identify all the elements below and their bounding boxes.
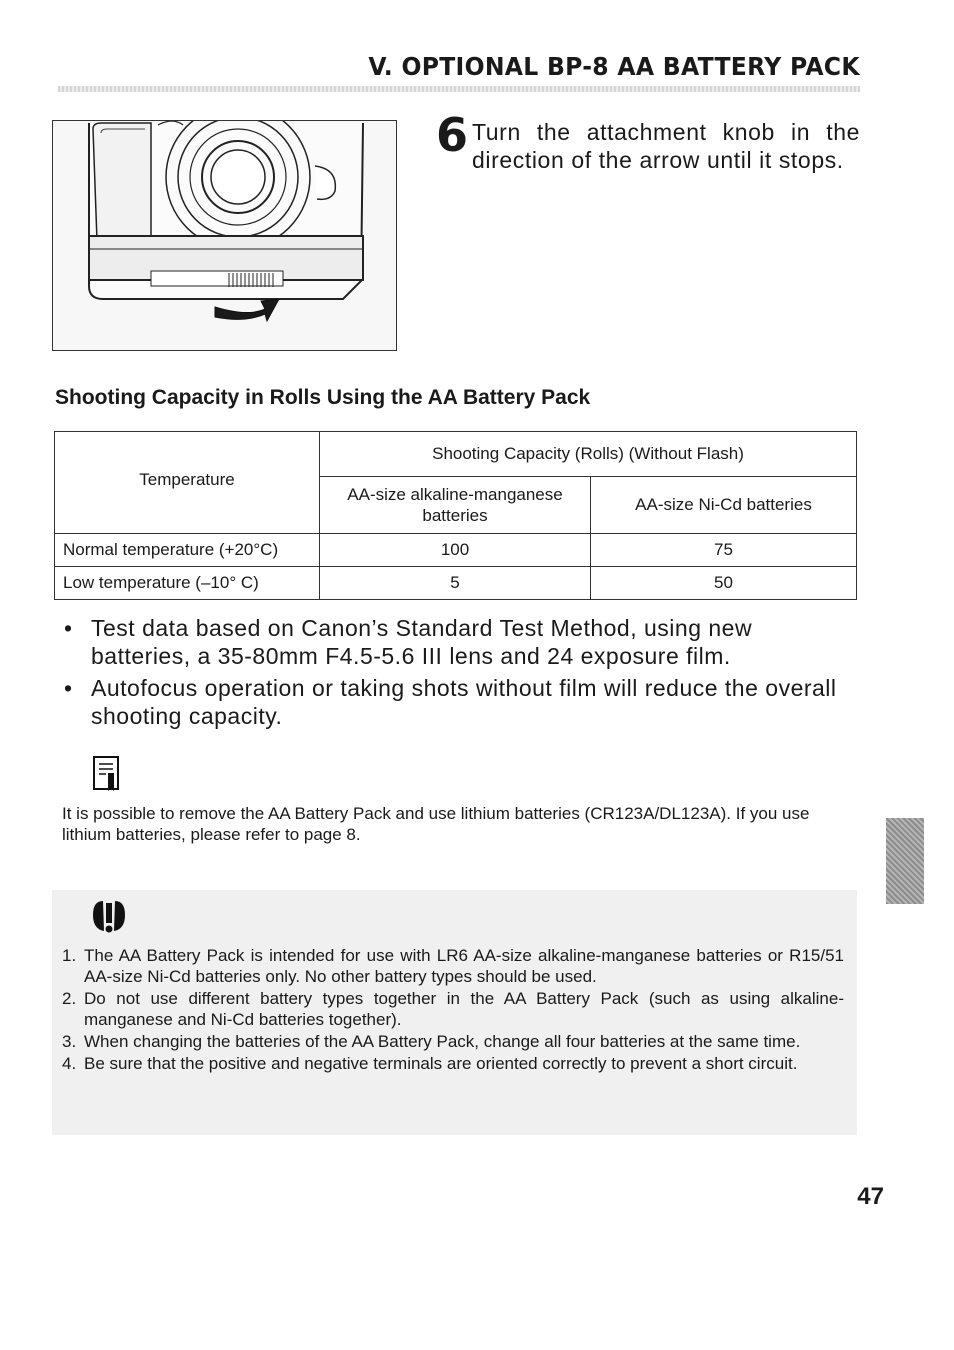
thumb-index-tab (886, 818, 924, 904)
item-text: Be sure that the positive and negative terminals are oriented correctly to prevent a short circuit. (84, 1054, 798, 1073)
table-cell: 100 (320, 534, 591, 567)
table-cell: 50 (591, 567, 857, 600)
list-item (62, 1053, 844, 1074)
memo-text: It is possible to remove the AA Battery Pack and use lithium batteries (CR123A/DL123A). If you use lithium batteries, please refer to page 8. (62, 804, 810, 844)
step-instruction: Turn the attachment knob in the direction of the arrow until it stops. (472, 119, 860, 173)
caution-list (62, 945, 844, 1075)
list-item (62, 1031, 844, 1052)
table-cell: 5 (320, 567, 591, 600)
header-rule (58, 86, 860, 92)
bullet-text: Test data based on Canon’s Standard Test Method, using new batteries, a 35-80mm F4.5-5.6 III lens and 24 exposure film. (91, 615, 753, 669)
item-number: 3. (62, 1032, 77, 1051)
shooting-capacity-table (54, 431, 857, 600)
item-number: 1. (62, 946, 77, 965)
table-row (55, 567, 857, 600)
page-header-title: V. OPTIONAL BP-8 AA BATTERY PACK (368, 52, 860, 81)
column-header-alkaline: AA-size alkaline-manganese batteries (320, 477, 591, 534)
list-item (62, 988, 844, 1030)
item-text: When changing the batteries of the AA Battery Pack, change all four batteries at the same time. (84, 1032, 801, 1051)
item-number: 2. (62, 989, 77, 1008)
caution-icon (90, 897, 128, 942)
bullet-dot-icon: • (64, 675, 73, 701)
column-header-nicd: AA-size Ni-Cd batteries (591, 477, 857, 534)
temperature-header: Temperature (55, 432, 320, 534)
page-number: 47 (857, 1183, 884, 1210)
camera-illustration (52, 120, 397, 351)
item-text: The AA Battery Pack is intended for use with LR6 AA-size alkaline-manganese batteries or R15/51 AA-size Ni-Cd batteries only. No other battery types should be used. (84, 946, 844, 986)
row-label: Low temperature (–10° C) (55, 567, 320, 600)
memo-icon (92, 755, 122, 798)
list-item (62, 945, 844, 987)
bullet-dot-icon: • (64, 615, 73, 641)
capacity-header: Shooting Capacity (Rolls) (Without Flash) (320, 432, 857, 477)
notes-list (62, 614, 858, 734)
item-text: Do not use different battery types together in the AA Battery Pack (such as using alkaline-manganese and Ni-Cd batteries together). (84, 989, 844, 1029)
item-number: 4. (62, 1054, 77, 1073)
table-cell: 75 (591, 534, 857, 567)
section-heading: Shooting Capacity in Rolls Using the AA Battery Pack (55, 386, 591, 409)
list-item (62, 674, 858, 730)
step-number: 6 (436, 108, 469, 162)
table-row (55, 534, 857, 567)
row-label: Normal temperature (+20°C) (55, 534, 320, 567)
list-item (62, 614, 858, 670)
bullet-text: Autofocus operation or taking shots without film will reduce the overall shooting capacity. (91, 675, 837, 729)
